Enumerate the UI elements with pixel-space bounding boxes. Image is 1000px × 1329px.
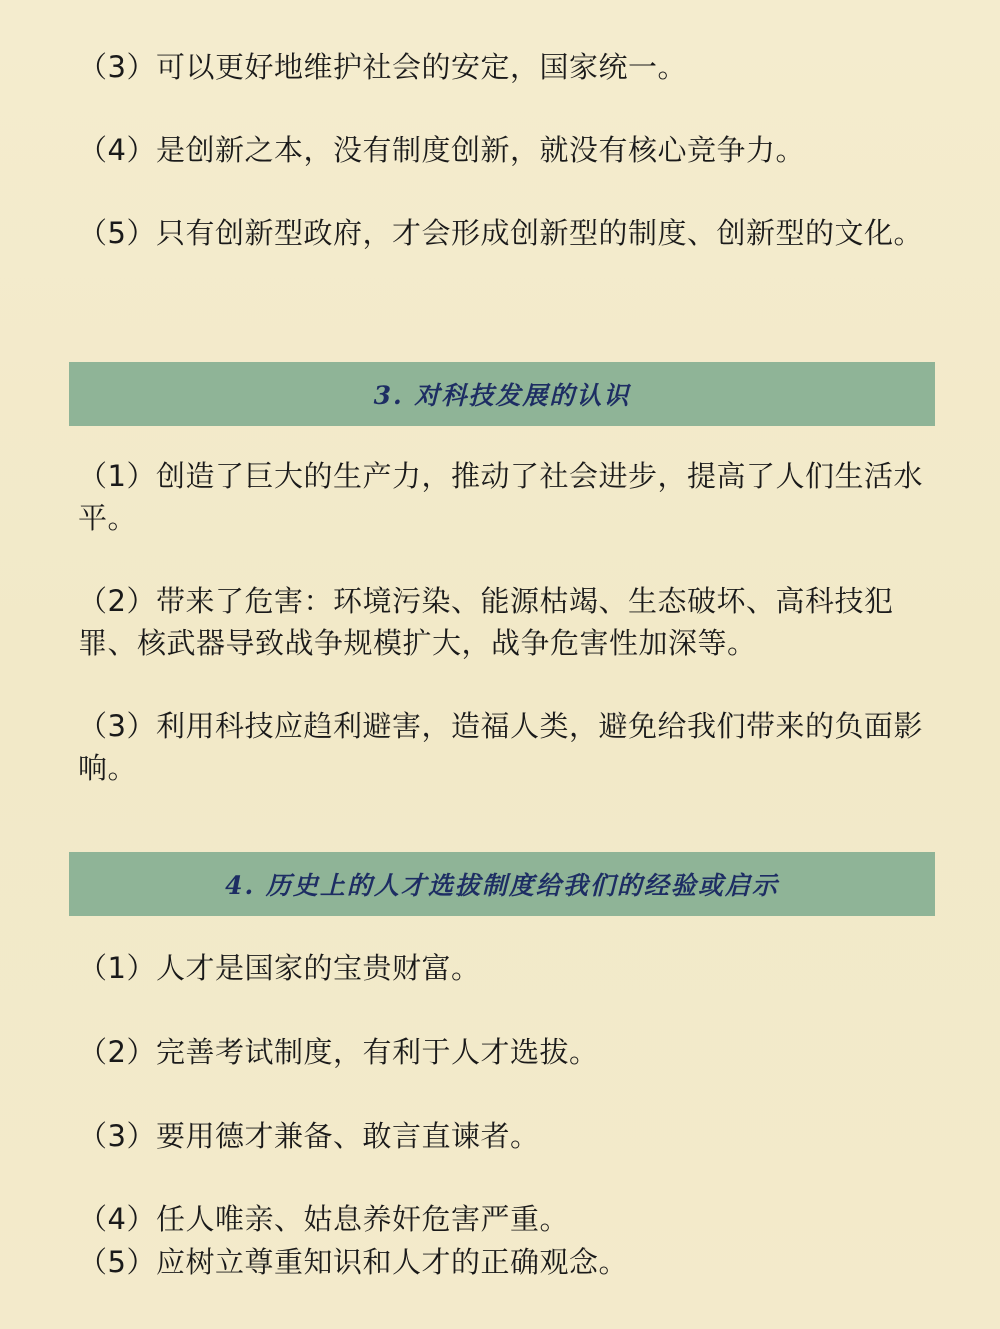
section4-header — [69, 852, 935, 916]
section4-item-1: （1）人才是国家的宝贵财富。 — [78, 951, 481, 985]
top-item-3: （3）可以更好地维护社会的安定，国家统一。 — [78, 50, 687, 84]
section3-header — [69, 362, 935, 426]
section3-item-3: （3）利用科技应趋利避害，造福人类，避免给我们带来的负面影响。 — [78, 709, 923, 785]
top-item-5: （5）只有创新型政府，才会形成创新型的制度、创新型的文化。 — [78, 216, 923, 250]
section4-item-4: （4）任人唯亲、姑息养奸危害严重。 — [78, 1202, 569, 1236]
section4-item-3: （3）要用德才兼备、敢言直谏者。 — [78, 1119, 540, 1153]
section4-item-5: （5）应树立尊重知识和人才的正确观念。 — [78, 1245, 628, 1279]
section4-item-2: （2）完善考试制度，有利于人才选拔。 — [78, 1035, 599, 1069]
section3-title: 3. 对科技发展的认识 — [373, 381, 631, 410]
section3-item-2: （2）带来了危害：环境污染、能源枯竭、生态破坏、高科技犯罪、核武器导致战争规模扩大，战争危害性加深等。 — [78, 584, 894, 660]
section4-title: 4. 历史上的人才选拔制度给我们的经验或启示 — [225, 871, 779, 900]
top-item-4: （4）是创新之本，没有制度创新，就没有核心竞争力。 — [78, 133, 805, 167]
section3-item-1: （1）创造了巨大的生产力，推动了社会进步，提高了人们生活水平。 — [78, 459, 923, 535]
